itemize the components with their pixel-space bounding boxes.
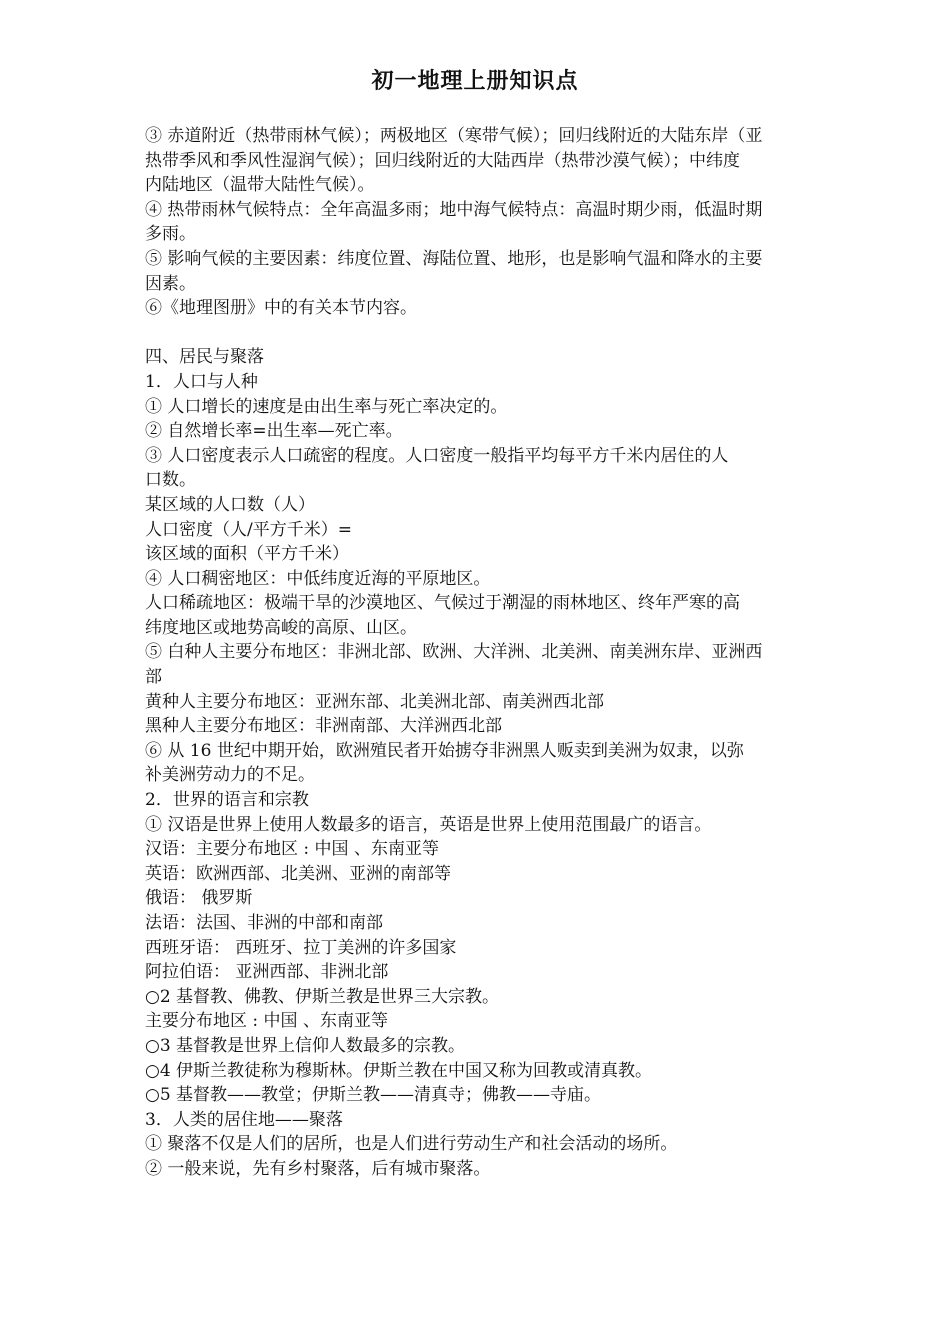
blank-line	[145, 321, 813, 346]
text-line: ○2 基督教、佛教、伊斯兰教是世界三大宗教。	[145, 986, 500, 1007]
text-line: 内陆地区（温带大陆性气候）。	[145, 175, 375, 196]
text-line: 人口密度（人/平方千米）=	[145, 519, 352, 540]
text-line: 法语：法国、非洲的中部和南部	[145, 913, 383, 933]
text-line: 英语：欧洲西部、北美洲、亚洲的南部等	[145, 863, 451, 884]
text-line: 俄语： 俄罗斯	[145, 888, 253, 909]
text-line: ③ 赤道附近（热带雨林气候）；两极地区（寒带气候）；回归线附近的大陆东岸（亚	[145, 126, 763, 146]
text-line: 3．人类的居住地——聚落	[145, 1109, 343, 1130]
text-line: ④ 人口稠密地区：中低纬度近海的平原地区。	[145, 568, 491, 589]
text-line: 阿拉伯语： 亚洲西部、非洲北部	[145, 962, 389, 983]
text-line: 西班牙语： 西班牙、拉丁美洲的许多国家	[145, 937, 457, 958]
text-line: 口数。	[145, 470, 196, 491]
text-line: 某区域的人口数（人）	[145, 494, 315, 515]
text-line: ① 汉语是世界上使用人数最多的语言，英语是世界上使用范围最广的语言。	[145, 814, 712, 835]
text-line: 2．世界的语言和宗教	[145, 790, 309, 811]
text-line: ① 人口增长的速度是由出生率与死亡率决定的。	[145, 396, 508, 417]
text-line: ⑥《地理图册》中的有关本节内容。	[145, 298, 417, 319]
text-line: 热带季风和季风性湿润气候）；回归线附近的大陆西岸（热带沙漠气候）；中纬度	[145, 150, 740, 171]
text-line: 人口稀疏地区：极端干旱的沙漠地区、气候过于潮湿的雨林地区、终年严寒的高	[145, 593, 740, 614]
text-line: ⑤ 白种人主要分布地区：非洲北部、欧洲、大洋洲、北美洲、南美洲东岸、亚洲西	[145, 642, 763, 663]
text-line: ⑥ 从 16 世纪中期开始，欧洲殖民者开始掳夺非洲黑人贩卖到美洲为奴隶，以弥	[145, 740, 744, 761]
text-line: ⑤ 影响气候的主要因素：纬度位置、海陆位置、地形，也是影响气温和降水的主要	[145, 248, 763, 269]
text-line: 该区域的面积（平方千米）	[145, 544, 349, 565]
text-line: 主要分布地区 : 中国 、东南亚等	[145, 1011, 388, 1032]
text-line: ○3 基督教是世界上信仰人数最多的宗教。	[145, 1035, 466, 1056]
text-line: ① 聚落不仅是人们的居所，也是人们进行劳动生产和社会活动的场所。	[145, 1134, 678, 1155]
text-line: ③ 人口密度表示人口疏密的程度。人口密度一般指平均每平方千米内居住的人	[145, 445, 729, 466]
text-line: ○4 伊斯兰教徒称为穆斯林。伊斯兰教在中国又称为回教或清真教。	[145, 1060, 653, 1081]
text-line: ④ 热带雨林气候特点：全年高温多雨；地中海气候特点：高温时期少雨，低温时期	[145, 199, 763, 220]
text-line: ○5 基督教——教堂；伊斯兰教——清真寺；佛教——寺庙。	[145, 1085, 602, 1106]
text-line: 四、居民与聚落	[145, 347, 264, 368]
document-title: 初一地理上册知识点	[371, 69, 579, 94]
text-line: 黑种人主要分布地区：非洲南部、大洋洲西北部	[145, 716, 502, 737]
text-line: 1．人口与人种	[145, 371, 258, 392]
text-line: ② 自然增长率=出生率—死亡率。	[145, 421, 403, 442]
text-line: 因素。	[145, 273, 196, 294]
text-line: 纬度地区或地势高峻的高原、山区。	[145, 617, 417, 638]
document-body	[145, 124, 813, 1182]
text-line: 汉语：主要分布地区 : 中国 、东南亚等	[145, 839, 439, 860]
text-line: 多雨。	[145, 224, 196, 245]
text-line: ② 一般来说，先有乡村聚落，后有城市聚落。	[145, 1158, 491, 1179]
text-line: 补美洲劳动力的不足。	[145, 765, 315, 786]
text-line: 黄种人主要分布地区：亚洲东部、北美洲北部、南美洲西北部	[145, 691, 604, 712]
text-line: 部	[145, 667, 162, 688]
